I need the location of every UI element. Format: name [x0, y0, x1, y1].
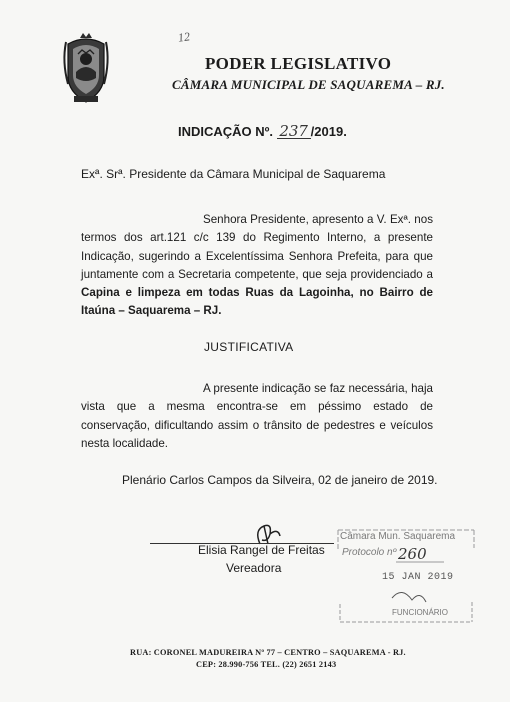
indicacao-number: 237: [277, 124, 311, 139]
request-paragraph: [81, 211, 433, 321]
stamp-clerk-label: FUNCIONÁRIO: [392, 608, 448, 617]
signatory-role: Vereadora: [226, 561, 282, 575]
chamber-subtitle: CÂMARA MUNICIPAL DE SAQUAREMA – RJ.: [172, 77, 445, 92]
stamp-protocol-number: 260: [398, 545, 427, 563]
handwritten-annotation: 12: [177, 29, 191, 45]
indicacao-label: INDICAÇÃO Nº.: [178, 124, 274, 139]
stamp-protocol-label: Protocolo nº: [342, 547, 397, 558]
place-date-line: Plenário Carlos Campos da Silveira, 02 de janeiro de 2019.: [122, 473, 438, 487]
justification-paragraph: A presente indicação se faz necessária, haja vista que a mesma encontra-se em péssimo estado de conservação, dificultando assim o trânsito de pedestres e veículos nesta localidade.: [81, 382, 433, 450]
justification-title: JUSTIFICATIVA: [204, 340, 294, 354]
request-bold-text: Capina e limpeza em todas Ruas da Lagoinha, no Bairro de Itaúna – Saquarema – RJ.: [81, 286, 433, 318]
indicacao-heading: [178, 124, 347, 139]
signatory-name: Elisia Rangel de Freitas: [198, 543, 325, 557]
footer-address: RUA: CORONEL MADUREIRA Nº 77 – CENTRO – SAQUAREMA - RJ.: [130, 648, 406, 657]
request-text: Senhora Presidente, apresento a V. Exª. nos termos dos art.121 c/c 139 do Regimento Interno, a presente Indicação, sugerindo a Excelentíssima Senhora Prefeita, para que juntamente com a Secretaria competente, que seja providenciado a: [81, 213, 433, 281]
footer-contact: CEP: 28.990-756 TEL. (22) 2651 2143: [196, 660, 337, 669]
stamp-date: 15 JAN 2019: [382, 572, 454, 583]
org-title: PODER LEGISLATIVO: [205, 54, 392, 73]
municipal-coat-of-arms-icon: [60, 32, 112, 106]
indicacao-year: /2019.: [310, 124, 347, 139]
stamp-chamber-text: Câmara Mun. Saquarema: [340, 531, 456, 542]
addressee-line: Exª. Srª. Presidente da Câmara Municipal de Saquarema: [81, 167, 386, 181]
